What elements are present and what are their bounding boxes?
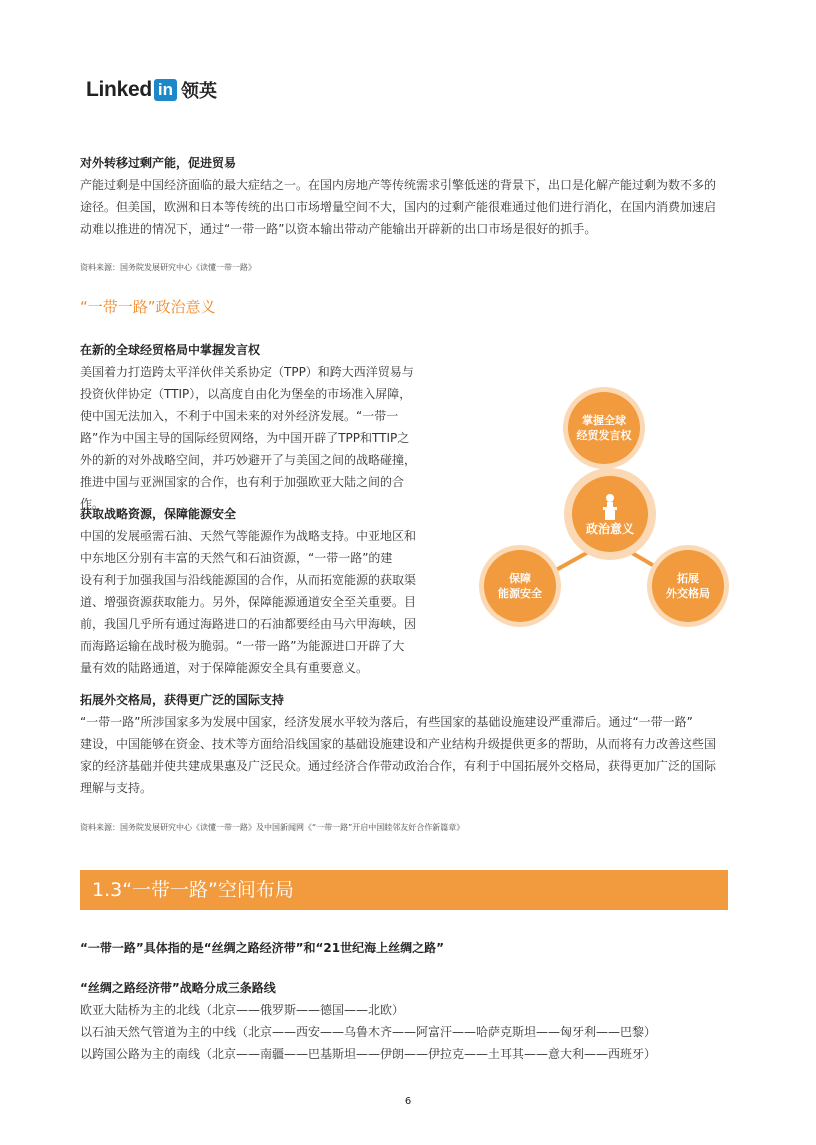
route-line: 以石油天然气管道为主的中线（北京——西安——乌鲁木齐——阿富汗——哈萨克斯坦——匈牙利——巴黎） [80,1025,657,1039]
node-label: 能源安全 [498,587,542,600]
paragraph-line: 动难以推进的情况下，通过“一带一路”以资本输出带动产能输出开辟新的出口市场是很好的抓手。 [80,222,597,236]
section-diplomacy [80,689,740,799]
node-voice [568,392,640,464]
section-heading: 获取战略资源，保障能源安全 [80,507,237,521]
node-center [572,476,648,552]
logo-wordmark: Linked [86,78,152,101]
paragraph-line: 设有利于加强我国与沿线能源国的合作，从而拓宽能源的获取渠 [80,573,417,587]
political-significance-title: “一带一路”政治意义 [80,298,216,316]
paragraph-line: 家的经济基础并使共建成果惠及广泛民众。通过经济合作带动政治合作，有利于中国拓展外交格局，获得更加广泛的国际 [80,759,717,773]
intro-heading: “一带一路”具体指的是“丝绸之路经济带”和“21世纪海上丝绸之路” [80,941,445,955]
paragraph-line: 产能过剩是中国经济面临的最大症结之一。在国内房地产等传统需求引擎低迷的背景下，出口是化解产能过剩为数不多的 [80,178,717,192]
node-label: 保障 [509,572,531,585]
logo-chinese-name: 领英 [181,81,217,102]
paragraph-line: 而海路运输在战时极为脆弱。“一带一路”为能源进口开辟了大 [80,639,405,653]
paragraph-line: 外的新的对外战略空间，并巧妙避开了与美国之间的战略碰撞， [80,453,417,467]
paragraph-line: 中国的发展亟需石油、天然气等能源作为战略支持。中亚地区和 [80,529,417,543]
paragraph-line: 推进中国与亚洲国家的合作，也有利于加强欧亚大陆之间的合 [80,475,405,489]
section-voice [80,339,440,515]
paragraph-line: 使中国无法加入，不利于中国未来的对外经济发展。“一带一 [80,409,399,423]
section-energy [80,503,440,679]
routes-heading: “丝绸之路经济带”战略分成三条路线 [80,981,276,995]
paragraph-line: 理解与支持。 [80,781,153,795]
section-heading: 在新的全球经贸格局中掌握发言权 [80,343,261,357]
section-overcapacity [80,152,740,240]
route-line: 欧亚大陆桥为主的北线（北京——俄罗斯——德国——北欧） [80,1003,405,1017]
paragraph-line: 建设，中国能够在资金、技术等方面给沿线国家的基础设施建设和产业结构升级提供更多的帮助，从而将有力改善这些国 [80,737,717,751]
political-significance-diagram [470,370,730,640]
paragraph-line: 道、增强资源获取能力。另外，保障能源通道安全至关重要。目 [80,595,417,609]
source-note: 资料来源：国务院发展研究中心《读懂一带一路》及中国新闻网《“一带一路”开启中国睦邻友好合作新篇章》 [80,823,465,832]
route-line: 以跨国公路为主的南线（北京——南疆——巴基斯坦——伊朗——伊拉克——土耳其——意大利——西班牙） [80,1047,657,1061]
linkedin-logo [86,76,217,104]
silk-road-routes [80,977,740,1065]
paragraph-line: 投资伙伴协定（TTIP），以高度自由化为堡垒的市场准入屏障， [80,387,412,401]
paragraph-line: 量有效的陆路通道，对于保障能源安全具有重要意义。 [80,661,369,675]
node-label: 掌握全球 [582,414,626,427]
paragraph-line: 路”作为中国主导的国际经贸网络，为中国开辟了TPP和TTIP之 [80,431,410,445]
page-number: 6 [404,1096,412,1107]
section-banner: 1.3“一带一路”空间布局 [80,870,728,910]
layout-intro [80,937,740,959]
node-label: 经贸发言权 [576,429,632,442]
node-label: 外交格局 [666,587,710,600]
node-label: 拓展 [677,572,699,585]
paragraph-line: “一带一路”所涉国家多为发展中国家，经济发展水平较为落后，有些国家的基础设施建设严重滞后。通过“一带一路” [80,715,693,729]
paragraph-line: 途径。但美国，欧洲和日本等传统的出口市场增量空间不大，国内的过剩产能很难通过他们进行消化，在国内消费加速启 [80,200,717,214]
podium-speaker-icon [595,492,625,522]
section-heading: 拓展外交格局，获得更广泛的国际支持 [80,693,285,707]
node-energy [484,550,556,622]
paragraph-line: 前，我国几乎所有通过海路进口的石油都要经由马六甲海峡，因 [80,617,417,631]
section-heading: 对外转移过剩产能，促进贸易 [80,156,237,170]
paragraph-line: 美国着力打造跨太平洋伙伴关系协定（TPP）和跨大西洋贸易与 [80,365,414,379]
logo-in-badge: in [154,79,177,101]
node-diplomacy [652,550,724,622]
source-note: 资料来源：国务院发展研究中心《读懂一带一路》 [80,263,256,272]
paragraph-line: 作。 [80,497,105,511]
paragraph-line: 中东地区分别有丰富的天然气和石油资源，“一带一路”的建 [80,551,393,565]
node-label: 政治意义 [585,521,634,536]
